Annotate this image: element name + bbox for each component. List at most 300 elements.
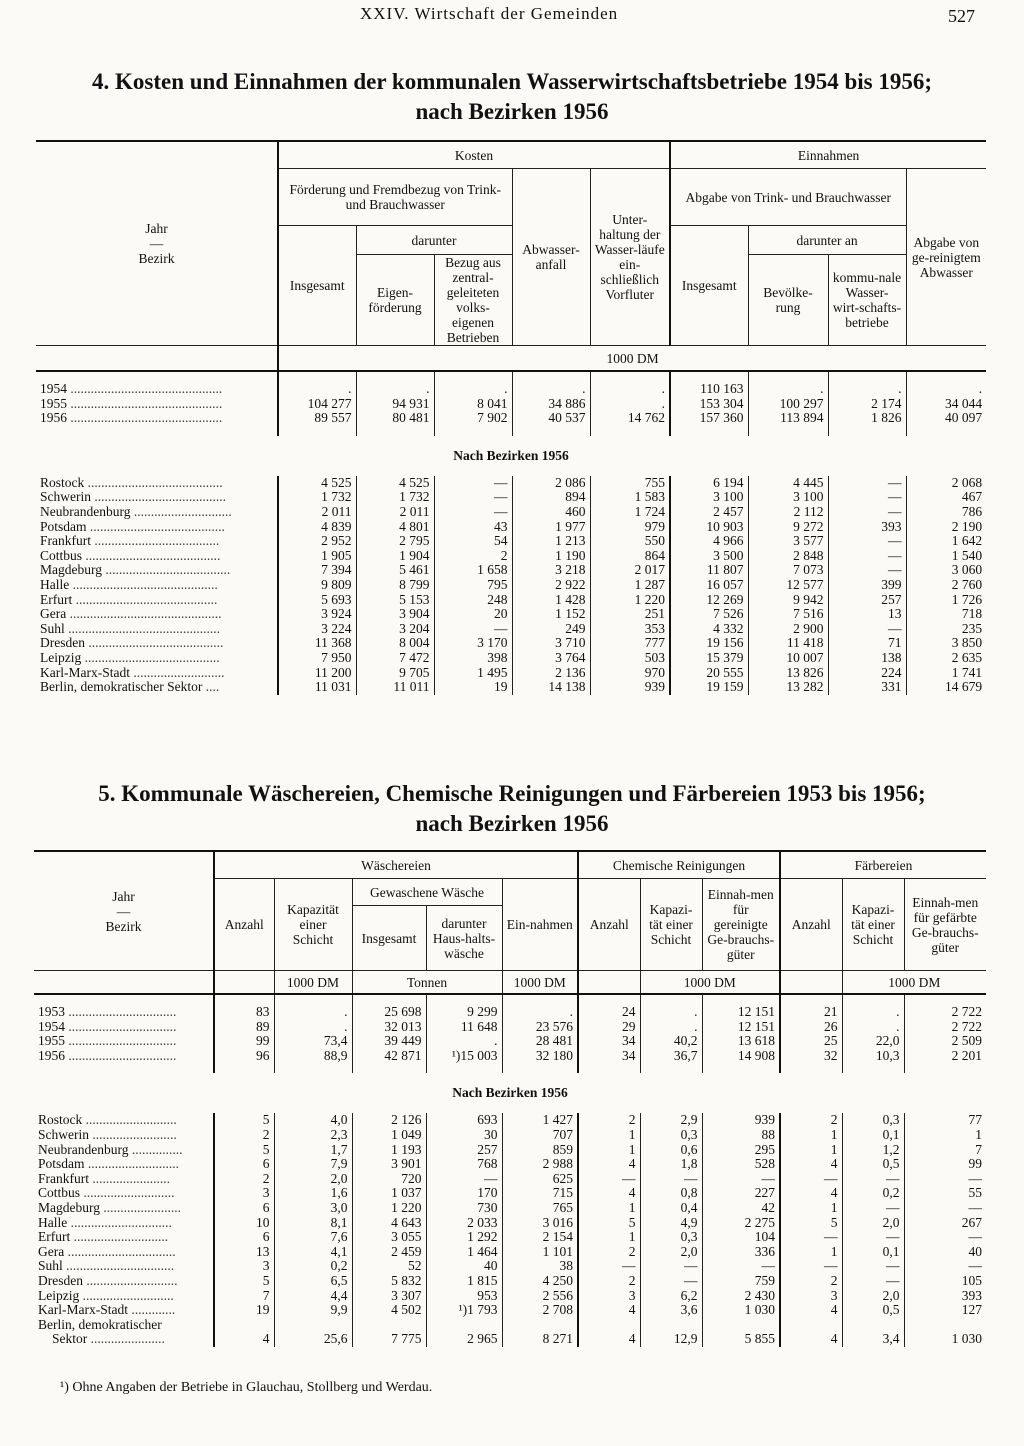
kosten-header: Kosten [278,141,670,169]
cell-value: 3 500 [670,549,748,564]
cell-value: 1 724 [590,505,670,520]
cell-value: 953 [426,1289,502,1304]
cell-value: 3 901 [352,1157,426,1172]
cell-value: 24 [578,1005,640,1020]
cell-value: 3 016 [502,1216,578,1231]
faerb-header: Färbereien [780,851,986,879]
cell-value: 5 693 [278,593,356,608]
cell-value: 693 [426,1113,502,1128]
cell-value: 3 100 [748,490,828,505]
cell-value: 5 [214,1113,274,1128]
cell-value: — [640,1274,702,1289]
cell-value: 4 643 [352,1216,426,1231]
cell-value: 227 [702,1186,780,1201]
cell-value: — [426,1172,502,1187]
row-label: Leipzig ........................................ [40,650,220,665]
cell-value: 1 726 [906,593,986,608]
district-row [34,1216,986,1231]
cell-value: 2 033 [426,1216,502,1231]
cell-value: 5 461 [356,563,434,578]
cell-value: 765 [502,1201,578,1216]
cell-value: 89 557 [278,411,356,426]
cell-value: 939 [702,1113,780,1128]
cell-value: . [590,382,670,397]
cell-value: 2,0 [274,1172,352,1187]
cell-value: 1 741 [906,666,986,681]
cell-value: 8 799 [356,578,434,593]
darunter-an-header: darunter an [748,226,906,255]
year-row [34,1020,986,1035]
row-label: Magdeburg ....................... [38,1200,181,1215]
unit-dm-4: 1000 DM [842,971,986,995]
cell-value: 2 952 [278,534,356,549]
row-label: Karl-Marx-Stadt ........................... [40,665,225,680]
cell-value: 257 [828,593,906,608]
cell-value: 6,5 [274,1274,352,1289]
cell-value: 2 275 [702,1216,780,1231]
district-row [36,651,986,666]
district-row [34,1128,986,1143]
cell-value: 5 832 [352,1274,426,1289]
district-row [36,593,986,608]
cell-value: 398 [434,651,512,666]
row-label: Suhl ............................................. [40,621,221,636]
cell-value: — [640,1259,702,1274]
cell-value: 13 618 [702,1034,780,1049]
cell-value: 104 [702,1230,780,1245]
abwasser-header: Abwasser-anfall [512,169,590,346]
row-label: Potsdam ........................... [38,1157,180,1172]
cell-value: 34 [578,1049,640,1064]
cell-value: ¹)15 003 [426,1049,502,1064]
cell-value: 99 [904,1157,986,1172]
cell-value: . [274,1005,352,1020]
row-label: 1956 ............................................. [40,411,223,426]
cell-value: 55 [904,1186,986,1201]
district-row [34,1245,986,1260]
cell-value: 96 [214,1049,274,1064]
cell-value: 11 807 [670,563,748,578]
ein-faerb-header: Einnah-men für gefärbte Ge-brauchs-güter [904,879,986,971]
einnahmen-header: Einnahmen [670,141,986,169]
cell-value: 7 [214,1289,274,1304]
cell-value: 13 [214,1245,274,1260]
cell-value: 2 [578,1274,640,1289]
cell-value: 9 705 [356,666,434,681]
cell-value: . [842,1005,904,1020]
table5-body [34,994,986,1347]
cell-value: 257 [426,1143,502,1158]
cell-value: 42 [702,1201,780,1216]
cell-value: 248 [434,593,512,608]
cell-value: 52 [352,1259,426,1274]
cell-value: 83 [214,1005,274,1020]
cell-value: 13 [828,607,906,622]
cell-value: 2,0 [842,1289,904,1304]
cell-value: 2,0 [842,1216,904,1231]
cell-value: 11 031 [278,680,356,695]
cell-value: 6 [214,1157,274,1172]
cell-value: 1 [780,1128,842,1143]
cell-value: 1 428 [512,593,590,608]
cell-value: 1 220 [352,1201,426,1216]
cell-value: 29 [578,1020,640,1035]
cell-value: 399 [828,578,906,593]
district-row [34,1172,986,1187]
cell-value: 16 057 [670,578,748,593]
cell-value: 7 073 [748,563,828,578]
cell-value: 4 [780,1303,842,1318]
cell-value: 0,1 [842,1245,904,1260]
cell-value: — [842,1201,904,1216]
cell-value: 4 250 [502,1274,578,1289]
cell-value: 2 190 [906,520,986,535]
cell-value: 3 850 [906,636,986,651]
cell-value: 19 159 [670,680,748,695]
cell-value: 32 013 [352,1020,426,1035]
table5 [34,850,986,1347]
cell-value: 40 097 [906,411,986,426]
cell-value: 1 904 [356,549,434,564]
foerderung-header: Förderung und Fremdbezug von Trink- und Brauchwasser [278,169,512,226]
cell-value: 894 [512,490,590,505]
cell-value: 3 060 [906,563,986,578]
cell-value: 1 583 [590,490,670,505]
unit-dm-1: 1000 DM [274,971,352,995]
cell-value: 1 049 [352,1128,426,1143]
cell-value: 0,5 [842,1303,904,1318]
row-label: Frankfurt ..................................... [40,534,220,549]
cell-value: 1 101 [502,1245,578,1260]
cell-value: 25 698 [352,1005,426,1020]
district-row [36,520,986,535]
kap2-header: Kapazi-tät einer Schicht [640,879,702,971]
cell-value: 970 [590,666,670,681]
cell-value: 3 307 [352,1289,426,1304]
cell-value: — [828,622,906,637]
cell-value: 1 190 [512,549,590,564]
cell-value: 3 [214,1186,274,1201]
cell-value: 2 795 [356,534,434,549]
cell-value: 7 526 [670,607,748,622]
district-row [36,534,986,549]
cell-value: 1 427 [502,1113,578,1128]
darunter-header: darunter [356,226,512,255]
abgabe-abwasser-header: Abgabe von ge-reinigtem Abwasser [906,169,986,346]
cell-value: 1 658 [434,563,512,578]
row-label: Rostock ........................... [38,1113,177,1128]
row-label: Rostock ........................................ [40,475,223,490]
cell-value: 224 [828,666,906,681]
insgesamt-header: Insgesamt [278,226,356,346]
cell-value: . [434,382,512,397]
cell-value: — [578,1172,640,1187]
cell-value: 2 011 [278,505,356,520]
cell-value: 23 576 [502,1020,578,1035]
district-row [34,1289,986,1304]
cell-value: 755 [590,476,670,491]
abgabe-trink-header: Abgabe von Trink- und Brauchwasser [670,169,906,226]
cell-value: 80 481 [356,411,434,426]
cell-value: 1 540 [906,549,986,564]
cell-value: 2 [578,1113,640,1128]
cell-value: 3,6 [640,1303,702,1318]
cell-value: — [828,490,906,505]
kap3-header: Kapazi-tät einer Schicht [842,879,904,971]
row-label: Sektor ...................... [52,1332,165,1347]
cell-value: 26 [780,1020,842,1035]
cell-value: 1 464 [426,1245,502,1260]
row-label: Gera ................................ [38,1244,176,1259]
cell-value: 110 163 [670,382,748,397]
cell-value: 1 220 [590,593,670,608]
cell-value: 2 556 [502,1289,578,1304]
row-label: Berlin, demokratischer Sektor .... [40,680,220,695]
cell-value: 9 299 [426,1005,502,1020]
district-row [36,549,986,564]
cell-value: 4 801 [356,520,434,535]
district-row [36,578,986,593]
cell-value: 7 902 [434,411,512,426]
cell-value: 3 204 [356,622,434,637]
cell-value: 6,2 [640,1289,702,1304]
cell-value: 1 732 [356,490,434,505]
cell-value: — [434,490,512,505]
cell-value: 1 152 [512,607,590,622]
year-row [34,1034,986,1049]
cell-value: 1 815 [426,1274,502,1289]
cell-value: 1,7 [274,1143,352,1158]
district-row [34,1230,986,1245]
cell-value: 40,2 [640,1034,702,1049]
district-row [34,1143,986,1158]
row-label: Cottbus ........................................ [40,548,221,563]
table4-title: 4. Kosten und Einnahmen der kommunalen Wasserwirtschaftsbetriebe 1954 bis 1956; [92,69,932,94]
table5-header [34,851,986,994]
stub-header: Jahr — Bezirk [36,141,278,346]
cell-value: 235 [906,622,986,637]
cell-value: 3 100 [670,490,748,505]
cell-value: 2 430 [702,1289,780,1304]
cell-value: 2 457 [670,505,748,520]
cell-value: — [828,505,906,520]
cell-value: 4 [578,1332,640,1347]
section-heading: Nach Bezirken 1956 [452,1085,568,1101]
cell-value: 5 [214,1143,274,1158]
cell-value: 34 886 [512,397,590,412]
cell-value: 104 277 [278,397,356,412]
row-label: 1954 ............................................. [40,382,223,396]
cell-value: 4 445 [748,476,828,491]
table4-title-line2: nach Bezirken 1956 [415,99,609,124]
unit-label: 1000 DM [278,346,986,372]
cell-value: 777 [590,636,670,651]
unit-dm-3: 1000 DM [640,971,780,995]
cell-value: 1 642 [906,534,986,549]
cell-value: 3 764 [512,651,590,666]
cell-value: 54 [434,534,512,549]
cell-value: 40 [426,1259,502,1274]
cell-value: 1 905 [278,549,356,564]
cell-value: 2 [780,1113,842,1128]
cell-value: 4,9 [640,1216,702,1231]
cell-value: 1,8 [640,1157,702,1172]
cell-value: 34 [578,1034,640,1049]
cell-value: 3,4 [842,1332,904,1347]
cell-value: 1 030 [904,1332,986,1347]
district-row [34,1259,986,1274]
cell-value: 40 537 [512,411,590,426]
cell-value: 2 068 [906,476,986,491]
cell-value: — [842,1172,904,1187]
cell-value: 1 495 [434,666,512,681]
cell-value: 22,0 [842,1034,904,1049]
cell-value: 11 418 [748,636,828,651]
cell-value: 7 394 [278,563,356,578]
cell-value: 7,6 [274,1230,352,1245]
cell-value: 7 472 [356,651,434,666]
district-row [34,1332,986,1347]
cell-value: 34 044 [906,397,986,412]
cell-value: 1 292 [426,1230,502,1245]
cell-value: — [828,563,906,578]
cell-value: 11 200 [278,666,356,681]
cell-value: 5 153 [356,593,434,608]
cell-value: 3 [578,1289,640,1304]
cell-value: 11 368 [278,636,356,651]
cell-value: 42 871 [352,1049,426,1064]
haushalt-header: darunter Haus-halts-wäsche [426,906,502,971]
cell-value: 2 722 [904,1005,986,1020]
cell-value: 14 908 [702,1049,780,1064]
page-header [0,0,1024,30]
cell-value: . [842,1020,904,1035]
cell-value: 6 [214,1201,274,1216]
cell-value: 0,2 [274,1259,352,1274]
row-label: Gera ............................................. [40,607,222,622]
row-label: Dresden ........................... [38,1273,178,1288]
cell-value: 2 900 [748,622,828,637]
cell-value: — [434,476,512,491]
cell-value: 3 [214,1259,274,1274]
table5-title: 5. Kommunale Wäschereien, Chemische Reinigungen und Färbereien 1953 bis 1956; [98,781,926,806]
cell-value: 0,3 [640,1230,702,1245]
district-row [36,563,986,578]
cell-value: 979 [590,520,670,535]
district-row [34,1157,986,1172]
cell-value: 13 826 [748,666,828,681]
cell-value: — [780,1230,842,1245]
cell-value: 36,7 [640,1049,702,1064]
cell-value: 11 648 [426,1020,502,1035]
cell-value: 707 [502,1128,578,1143]
row-label: 1954 ................................ [38,1019,177,1034]
row-label: Halle .............................. [38,1215,172,1230]
cell-value: — [904,1259,986,1274]
bezug-header: Bezug aus zentral-geleiteten volks-eigenen Betrieben [434,255,512,346]
cell-value: 4 [214,1332,274,1347]
district-row [36,680,986,695]
cell-value: 393 [904,1289,986,1304]
cell-value: 7 [904,1143,986,1158]
cell-value: 295 [702,1143,780,1158]
cell-value: 3 170 [434,636,512,651]
district-row [36,607,986,622]
cell-value: 2 [578,1245,640,1260]
cell-value: 2 [434,549,512,564]
cell-value: . [590,397,670,412]
cell-value: — [842,1230,904,1245]
cell-value: 4 525 [356,476,434,491]
cell-value: 939 [590,680,670,695]
cell-value: 1 [578,1143,640,1158]
cell-value: 336 [702,1245,780,1260]
cell-value: — [904,1201,986,1216]
cell-value: 730 [426,1201,502,1216]
cell-value: 0,2 [842,1186,904,1201]
cell-value: 19 156 [670,636,748,651]
district-row [36,666,986,681]
cell-value: 1 [780,1143,842,1158]
cell-value: 2 126 [352,1113,426,1128]
cell-value: 393 [828,520,906,535]
cell-value: 2 [214,1172,274,1187]
cell-value: 12 151 [702,1020,780,1035]
cell-value: 759 [702,1274,780,1289]
cell-value: 4 [780,1186,842,1201]
cell-value: 625 [502,1172,578,1187]
row-label: Berlin, demokratischer [38,1317,162,1332]
cell-value: 9 942 [748,593,828,608]
cell-value: 13 282 [748,680,828,695]
cell-value: 353 [590,622,670,637]
cell-value: 19 [214,1303,274,1318]
cell-value: 0,4 [640,1201,702,1216]
cell-value: — [842,1274,904,1289]
cell-value: 28 481 [502,1034,578,1049]
cell-value: 94 931 [356,397,434,412]
cell-value: 1 287 [590,578,670,593]
cell-value: 1,2 [842,1143,904,1158]
cell-value: — [828,534,906,549]
running-title: XXIV. Wirtschaft der Gemeinden [360,4,619,23]
cell-value: 1 037 [352,1186,426,1201]
cell-value: 1 [578,1201,640,1216]
cell-value: — [842,1259,904,1274]
cell-value: 267 [904,1216,986,1231]
cell-value: 2 459 [352,1245,426,1260]
cell-value: 14 138 [512,680,590,695]
cell-value: 768 [426,1157,502,1172]
cell-value: 11 011 [356,680,434,695]
cell-value: 0,8 [640,1186,702,1201]
cell-value: 3 [780,1289,842,1304]
cell-value: 1,6 [274,1186,352,1201]
cell-value: 2 112 [748,505,828,520]
cell-value: 19 [434,680,512,695]
eigen-header: Eigen-förderung [356,255,434,346]
cell-value: 2 848 [748,549,828,564]
cell-value: . [426,1034,502,1049]
cell-value: 88 [702,1128,780,1143]
cell-value: 10,3 [842,1049,904,1064]
cell-value: 2 201 [904,1049,986,1064]
section-heading: Nach Bezirken 1956 [453,447,569,463]
cell-value: 0,3 [640,1128,702,1143]
cell-value: 786 [906,505,986,520]
cell-value: 864 [590,549,670,564]
cell-value: 550 [590,534,670,549]
